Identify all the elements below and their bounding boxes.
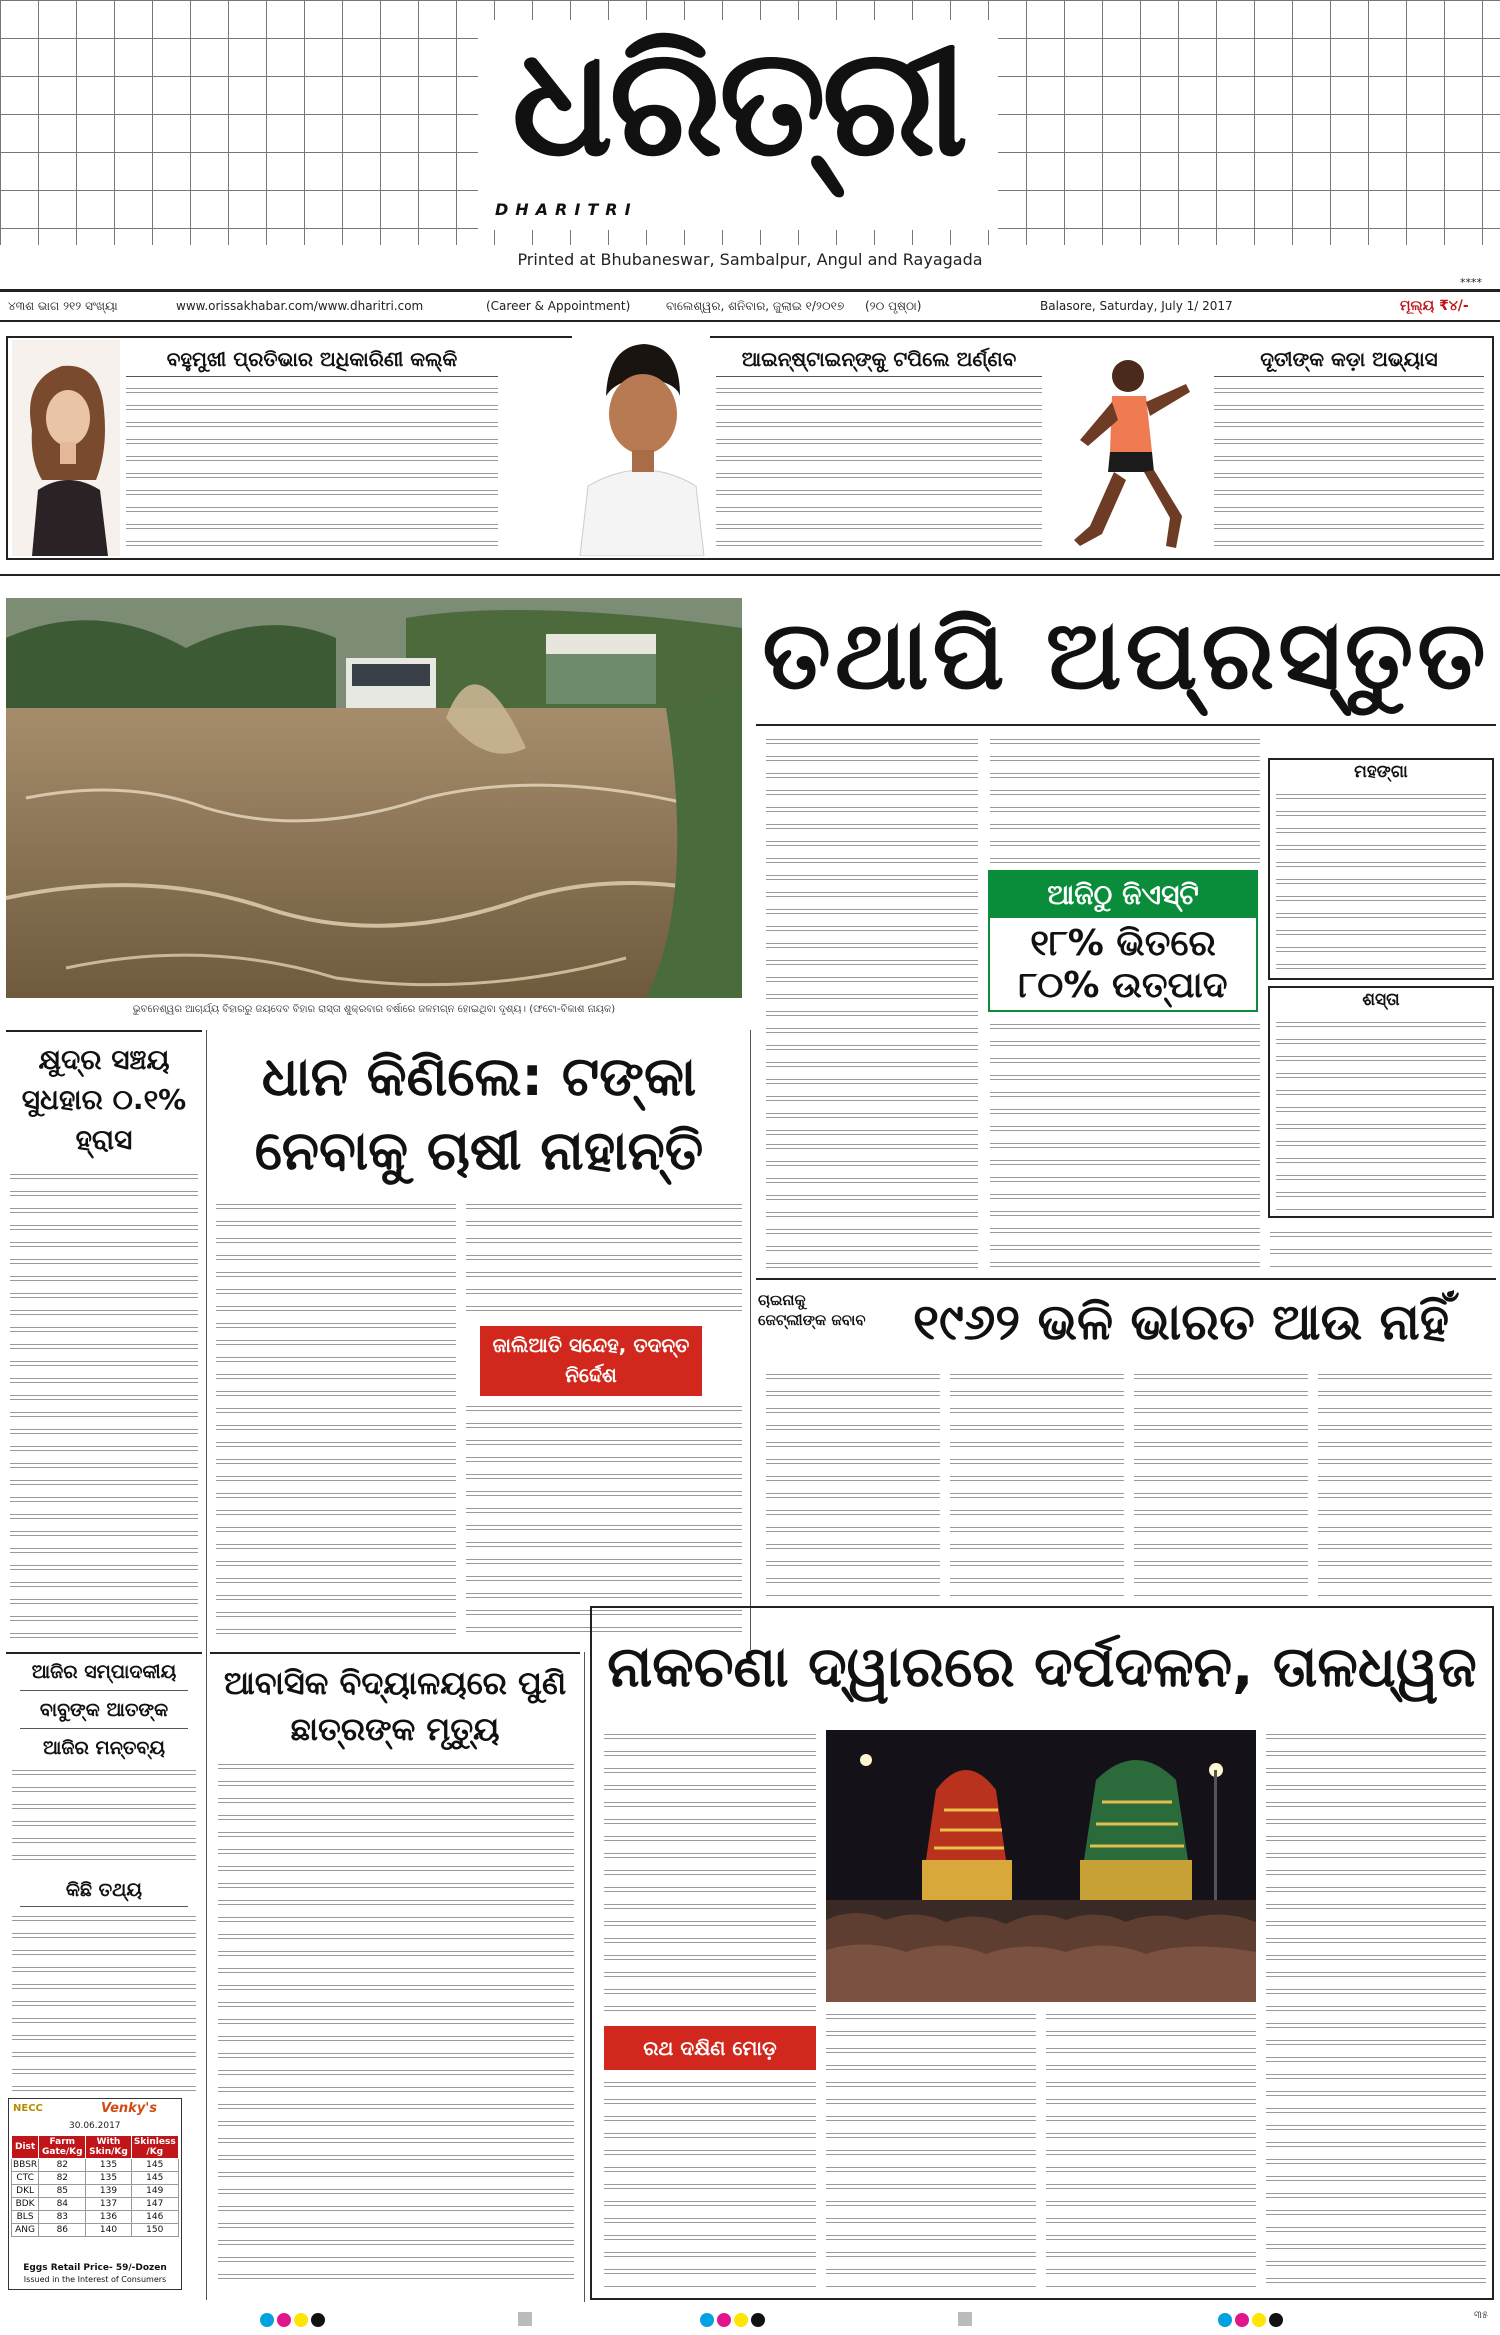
rath-body-col1 [604,2078,816,2290]
color-registration-3 [1218,2312,1286,2331]
color-registration-2 [700,2312,768,2331]
dutee-headline: ଦୂତୀଙ୍କ କଡ଼ା ଅଭ୍ୟାସ [1260,347,1438,371]
strip-bottom-rule [0,574,1500,576]
egg-cell: ANG [12,2224,39,2237]
dateline-rule-top [0,289,1500,292]
table-row [12,2172,179,2185]
dateline-date-en: Balasore, Saturday, July 1/ 2017 [1040,299,1233,313]
table-row [12,2224,179,2237]
dateline-volume: ୪୩ଶ ଭାଗ ୨୧୨ ସଂଖ୍ୟା [8,299,118,313]
china-body-1 [766,1370,940,1596]
lead-headline: ତଥାପି ଅପ୍ରସ୍ତୁତ [762,599,1490,711]
gst-box-title: ଆଜିଠୁ ଜିଏସ୍‌ଟି [990,872,1256,918]
egg-header-row [12,2136,179,2159]
lead-body-col2-top [990,735,1260,865]
table-row [12,2198,179,2211]
egg-cell: DKL [12,2185,39,2198]
china-body-3 [1134,1370,1308,1596]
egg-cell: 145 [131,2172,178,2185]
dateline-pages: (୨୦ ପୃଷ୍ଠା) [865,299,922,313]
egg-cell: 150 [131,2224,178,2237]
printed-at: Printed at Bhubaneswar, Sambalpur, Angul and Rayagada [517,250,983,269]
dutee-head-rule [1214,376,1484,377]
egg-brand: Venky's [101,2101,158,2116]
egg-cell: BDK [12,2198,39,2211]
sidebar-comment-body [12,1766,196,1870]
lead-body-col2-bottom [990,1020,1260,1270]
egg-col-dist: Dist [12,2136,39,2159]
paddy-body-col2 [466,1200,742,1320]
egg-cell: 82 [39,2172,86,2185]
dateline-rule-bottom [0,320,1500,322]
china-headline: ୧୯୬୨ ଭଳି ଭାରତ ଆଉ ନାହିଁ [913,1293,1449,1351]
egg-cell: 149 [131,2185,178,2198]
sidebar-rule-2 [20,1728,188,1729]
arnav-head-rule [716,376,1042,377]
left-col-top-rule [6,1030,202,1032]
kalki-headline: ବହୁମୁଖୀ ପ୍ରତିଭାର ଅଧିକାରିଣୀ କଲ୍‌କି [166,347,458,371]
paddy-right-divider [750,1030,751,1650]
rath-body-lead [604,1730,816,2020]
cheap-body [1276,1018,1486,1212]
egg-col-farm: Farm Gate/Kg [39,2136,86,2159]
egg-cell: 83 [39,2211,86,2224]
egg-necc-label: NECC [13,2103,43,2114]
paddy-body-col1 [216,1200,456,1644]
gst-line1: ୧୮% ଭିତରେ [1030,923,1216,964]
sidebar-facts-body [12,1912,196,2092]
flood-photo-caption: ଭୁବନେଶ୍ୱର ଆଚାର୍ଯ୍ୟ ବିହାରରୁ ଜୟଦେବ ବିହାର ରାସ୍ତା ଶୁକ୍ରବାର ବର୍ଷାରେ ଜଳମଗ୍ନ ହୋଇଥିବା ଦୃଶ୍ୟ। (ଫଟୋ-ବିକାଶ ନାୟକ) [132,1004,616,1015]
egg-cell: 82 [39,2159,86,2172]
egg-cell: BLS [12,2211,39,2224]
arnav-body [716,384,1042,552]
china-kicker: ଚାଇନାକୁ ଜେଟ୍‌ଲୀଙ୍କ ଜବାବ [758,1291,866,1329]
gst-line2: ୮୦% ଉତ୍ପାଦ [1018,965,1228,1006]
rath-body-col2 [826,2010,1036,2290]
footer-marks [0,2306,1500,2335]
small-savings-headline: କ୍ଷୁଦ୍ର ସଞ୍ଚୟ ସୁଧହାର ୦.୧% ହ୍ରାସ [21,1043,187,1156]
dutee-photo [1050,340,1210,556]
china-body-4 [1318,1370,1492,1596]
sidebar-editorial-sub: ବାବୁଙ୍କ ଆତଙ୍କ [39,1699,169,1721]
table-row [12,2185,179,2198]
paddy-headline: ଧାନ କିଣିଲେ: ଟଙ୍କା ନେବାକୁ ଚାଷୀ ନାହାନ୍ତି [254,1045,704,1182]
table-row [12,2211,179,2224]
lead-body-col1-bottom [766,1140,978,1270]
rath-photo [826,1730,1256,2002]
reg-mark-1 [518,2312,532,2326]
egg-cell: 86 [39,2224,86,2237]
china-body-2 [950,1370,1124,1596]
egg-cell: 140 [86,2224,131,2237]
rath-body-col3 [1046,2010,1256,2290]
kalki-head-rule [126,376,498,377]
sidebar-facts: କିଛି ତଥ୍ୟ [65,1879,143,1901]
china-top-rule [756,1278,1496,1280]
sidebar-editorial: ଆଜିର ସମ୍ପାଦକୀୟ [31,1661,177,1683]
lead-head-rule [756,724,1496,726]
reg-mark-2 [958,2312,972,2326]
flood-photo [6,598,742,998]
dutee-body [1214,384,1484,552]
sidebar-top-rule [6,1652,202,1654]
sidebar-rule-1 [20,1690,188,1691]
egg-cell: 135 [86,2159,131,2172]
sidebar-comment: ଆଜିର ମନ୍ତବ୍ୟ [42,1737,166,1759]
hostel-right-divider [584,1652,585,2302]
egg-cell: 136 [86,2211,131,2224]
egg-cell: 85 [39,2185,86,2198]
arnav-headline: ଆଇନ୍‌ଷ୍ଟାଇନ୍‌ଙ୍କୁ ଟପିଲେ ଅର୍ଣ୍ଣବ [741,347,1017,371]
egg-cell: 147 [131,2198,178,2211]
paddy-subhead: ଜାଲିଆତି ସନ୍ଦେହ, ତଦନ୍ତ ନିର୍ଦ୍ଦେଶ [492,1333,690,1387]
egg-cell: 137 [86,2198,131,2211]
arnav-photo [572,326,710,556]
masthead-logo-sub: DHARITRI [495,200,638,219]
lead-body-col1 [766,735,978,1140]
costly-body [1276,790,1486,974]
egg-cell: 135 [86,2172,131,2185]
rath-headline: ନାକଚଣା ଦ୍ୱାରରେ ଦର୍ପଦଳନ, ତାଳଧ୍ୱଜ [607,1635,1477,1700]
table-row [12,2159,179,2172]
small-savings-body [10,1170,198,1640]
rath-body-col4 [1266,1730,1486,2290]
egg-col-skinless: Skinless /Kg [131,2136,178,2159]
stars: **** [1460,276,1482,289]
egg-cell: BBSR [13,2160,38,2170]
egg-cell: CTC [12,2172,39,2185]
dateline [0,293,1500,319]
dateline-price: ମୂଲ୍ୟ ₹୪/- [1400,298,1469,314]
egg-cell: 139 [86,2185,131,2198]
egg-price-table [11,2135,179,2237]
rath-subhead: ରଥ ଦକ୍ଷିଣ ମୋଡ଼ [643,2036,777,2060]
hostel-body [218,1760,574,2290]
dateline-date-odia: ବାଲେଶ୍ୱର, ଶନିବାର, ଜୁଲାଇ ୧/୨୦୧୭ [666,299,845,313]
dateline-website[interactable]: www.orissakhabar.com/www.dharitri.com [176,299,424,313]
kalki-photo [12,340,120,556]
dateline-career: (Career & Appointment) [486,299,631,313]
egg-cell: 84 [39,2198,86,2211]
egg-cell: 145 [131,2159,178,2172]
masthead-logo: ଧରିତ୍ରୀ [511,16,965,190]
left-col-divider [206,1030,207,2300]
page-folio: ୩୫ [1474,2310,1489,2321]
kalki-body [126,384,498,552]
lead-body-col3-bottom [1270,1228,1492,1270]
hostel-headline: ଆବାସିକ ବିଦ୍ୟାଳୟରେ ପୁଣି ଛାତ୍ରଙ୍କ ମୃତ୍ୟୁ [223,1664,567,1748]
egg-date: 30.06.2017 [69,2121,121,2131]
hostel-top-rule [210,1652,580,1654]
egg-footer-price: Eggs Retail Price- 59/-Dozen [23,2263,167,2273]
costly-title: ମହଙ୍ଗା [1354,762,1408,782]
cheap-title: ଶସ୍ତା [1362,990,1400,1010]
egg-col-skin: With Skin/Kg [86,2136,131,2159]
color-registration-1 [260,2312,328,2331]
sidebar-rule-3 [20,1906,188,1907]
egg-table [8,2098,182,2290]
egg-cell: 146 [131,2211,178,2224]
egg-footer-note: Issued in the Interest of Consumers [23,2275,167,2284]
